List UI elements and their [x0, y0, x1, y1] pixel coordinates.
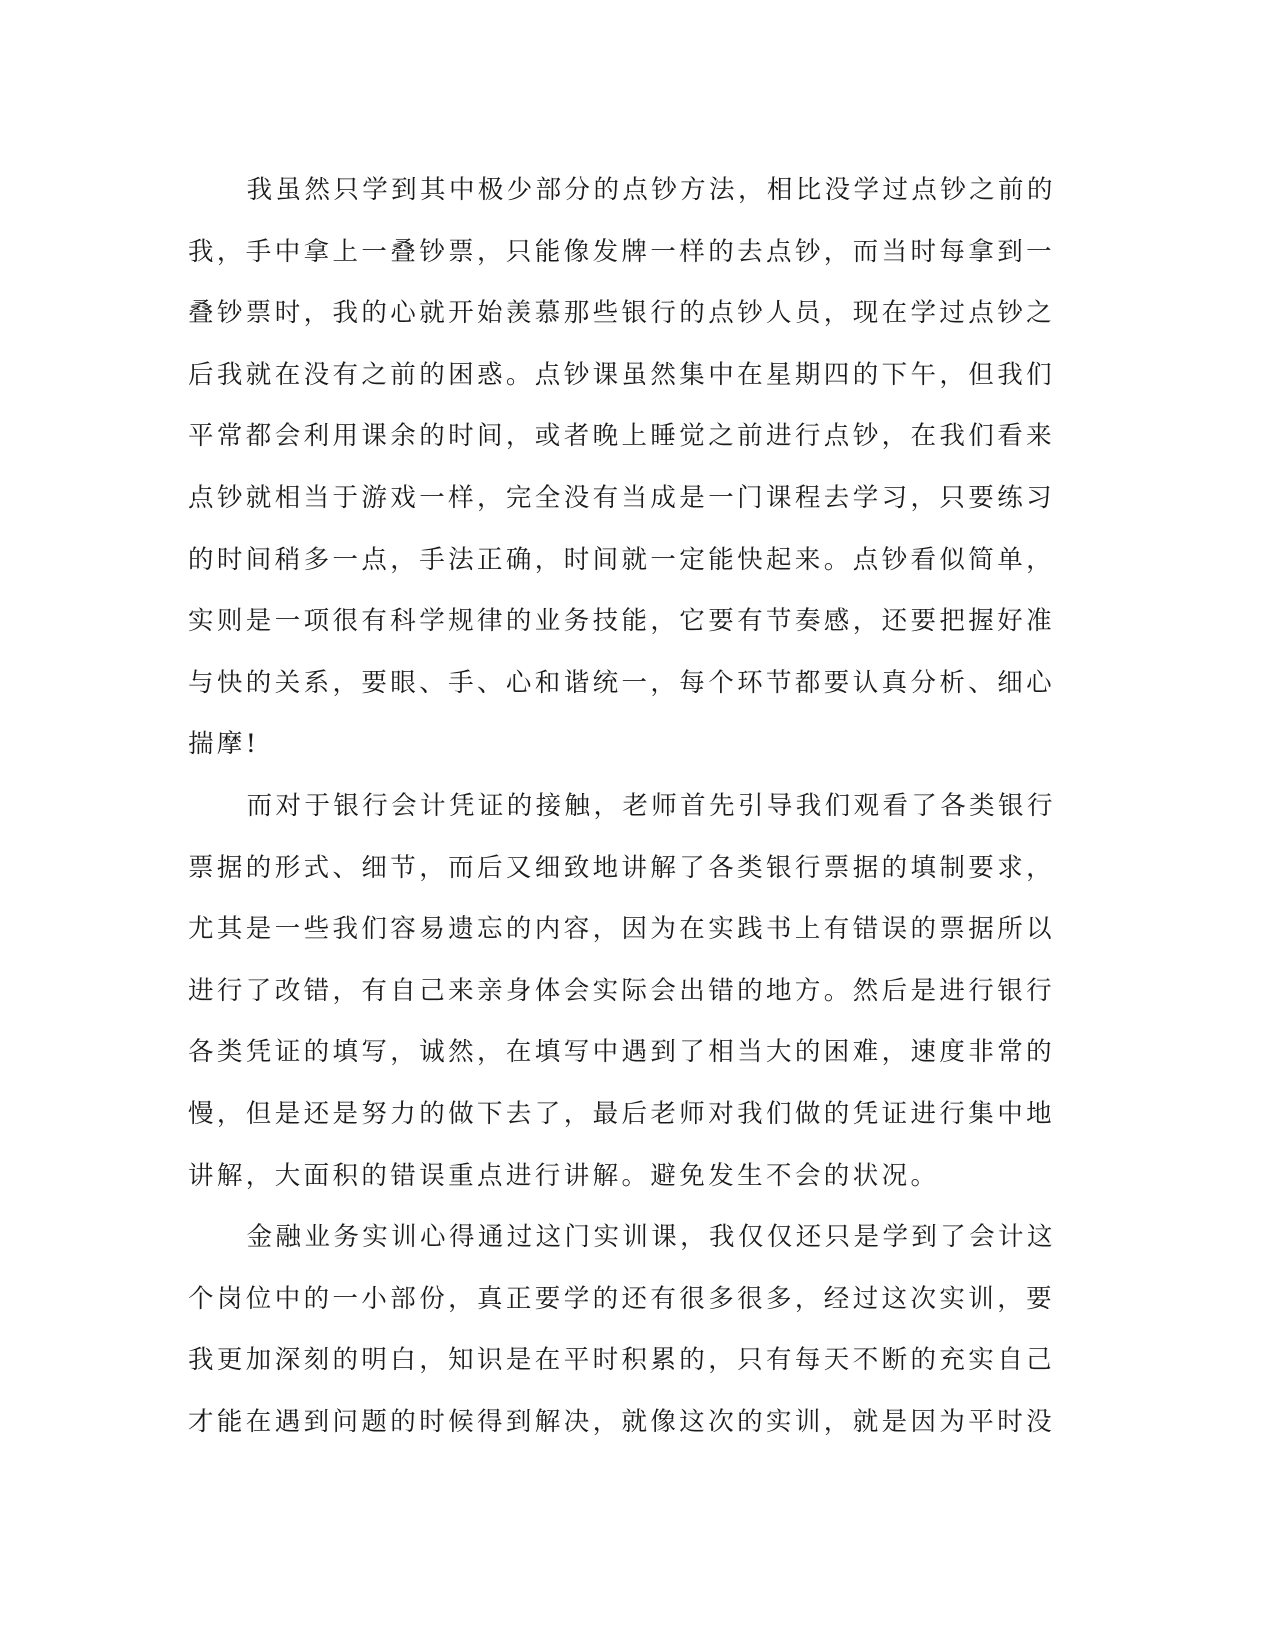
paragraph-counting-money: 我虽然只学到其中极少部分的点钞方法，相比没学过点钞之前的我，手中拿上一叠钞票，只能像发牌一样的去点钞，而当时每拿到一叠钞票时，我的心就开始羡慕那些银行的点钞人员，现在学过点钞之后我就在没有之前的困惑。点钞课虽然集中在星期四的下午，但我们平常都会利用课余的时间，或者晚上睡觉之前进行点钞，在我们看来点钞就相当于游戏一样，完全没有当成是一门课程去学习，只要练习的时间稍多一点，手法正确，时间就一定能快起来。点钞看似简单，实则是一项很有科学规律的业务技能，它要有节奏感，还要把握好准与快的关系，要眼、手、心和谐统一，每个环节都要认真分析、细心揣摩! [188, 175, 1056, 760]
paragraph-bank-vouchers: 而对于银行会计凭证的接触，老师首先引导我们观看了各类银行票据的形式、细节，而后又细致地讲解了各类银行票据的填制要求，尤其是一些我们容易遗忘的内容，因为在实践书上有错误的票据所以进行了改错，有自己来亲身体会实际会出错的地方。然后是进行银行各类凭证的填写，诚然，在填写中遇到了相当大的困难，速度非常的慢，但是还是努力的做下去了，最后老师对我们做的凭证进行集中地讲解，大面积的错误重点进行讲解。避免发生不会的状况。 [188, 790, 1056, 1191]
document-body [188, 160, 1068, 1453]
paragraph-training-reflection: 金融业务实训心得通过这门实训课，我仅仅还只是学到了会计这个岗位中的一小部份，真正要学的还有很多很多，经过这次实训，要我更加深刻的明白，知识是在平时积累的，只有每天不断的充实自己才能在遇到问题的时候得到解决，就像这次的实训，就是因为平时没 [188, 1222, 1056, 1437]
